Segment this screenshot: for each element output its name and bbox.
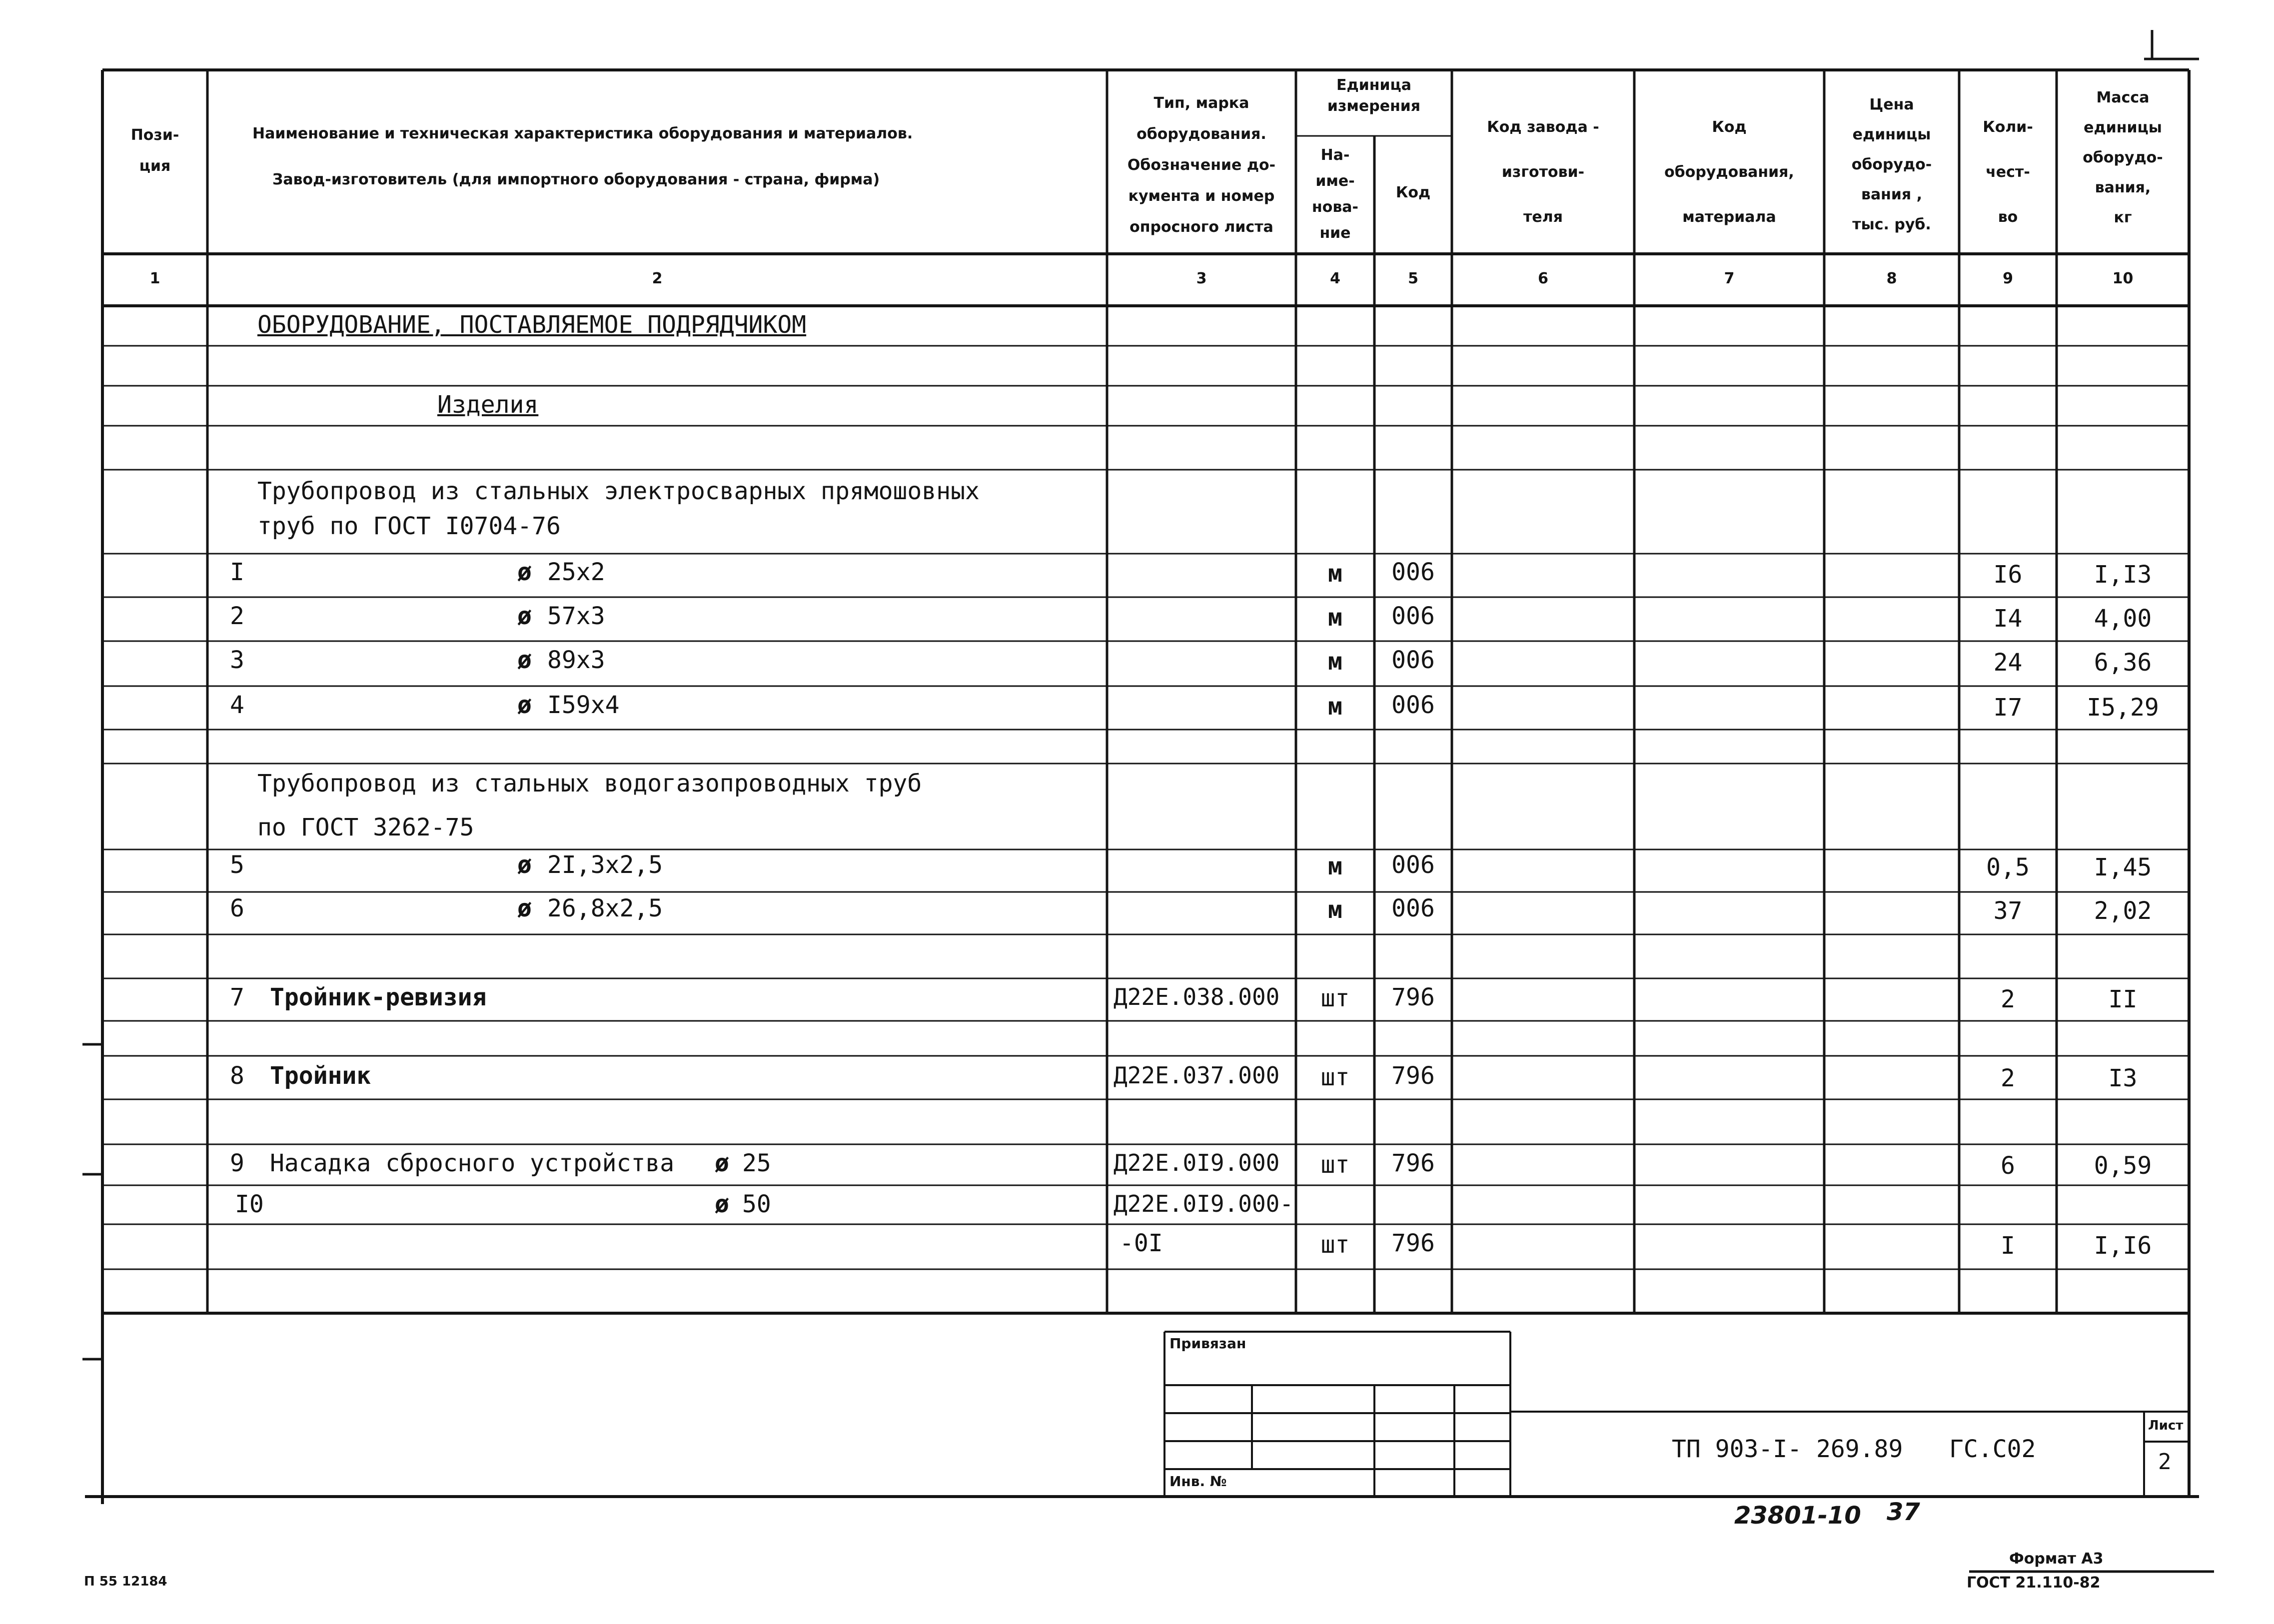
left-footer-code: П 55 12184 <box>84 1574 167 1589</box>
sheet-label: Лист <box>2148 1418 2184 1433</box>
header-equipment-code: Код оборудования, материала <box>1664 118 1794 226</box>
section-subtitle: Изделия <box>437 391 539 419</box>
handwritten-number: 23801-10 <box>1734 1502 1861 1530</box>
header-unit-name: На- име- нова- ние <box>1311 146 1359 242</box>
diameter-icon: ø <box>715 1149 729 1177</box>
col-number: 2 <box>652 270 663 287</box>
col-number: 5 <box>1408 270 1418 287</box>
document-code: ТП 903-I- 269.89 <box>1672 1435 1903 1463</box>
group-heading: по ГОСТ 3262-75 <box>257 813 474 841</box>
section-title: ОБОРУДОВАНИЕ, ПОСТАВЛЯЕМОЕ ПОДРЯДЧИКОМ <box>257 311 807 339</box>
header-price: Цена единицы оборудо- вания , тыс. руб. <box>1851 96 1932 233</box>
col-number: 3 <box>1196 270 1207 287</box>
group-heading: Трубопровод из стальных водогазопроводных труб <box>257 770 922 798</box>
header-position: Пози- ция <box>130 126 179 175</box>
header-quantity: Коли- чест- во <box>1983 118 2033 226</box>
header-factory-code: Код завода - изготови- теля <box>1487 118 1599 226</box>
format-label: Формат А3 <box>2009 1550 2104 1568</box>
diameter-icon: ø <box>715 1190 729 1218</box>
col-number: 7 <box>1724 270 1735 287</box>
header-unit-code: Код <box>1395 184 1431 201</box>
diameter-icon: ø <box>517 894 532 922</box>
sheet-number: 2 <box>2158 1449 2172 1475</box>
header-mass: Масса единицы оборудо- вания, кг <box>2083 89 2163 226</box>
diameter-icon: ø <box>517 851 532 879</box>
stamp-linked-label: Привязан <box>1169 1335 1246 1352</box>
diameter-icon: ø <box>517 691 532 719</box>
header-unit-group: Единица измерения <box>1327 76 1421 115</box>
col-number: 4 <box>1330 270 1340 287</box>
col-number: 10 <box>2112 270 2134 287</box>
col-number: 8 <box>1886 270 1897 287</box>
col-number: 6 <box>1538 270 1548 287</box>
col-number: 9 <box>2003 270 2013 287</box>
diameter-icon: ø <box>517 558 532 586</box>
header-name: Наименование и техническая характеристика оборудования и материалов. Завод-изготовитель (для импортного оборудования - страна, фирма) <box>252 125 913 188</box>
col-number: 1 <box>149 270 160 287</box>
stamp-inventory-label: Инв. № <box>1169 1473 1227 1490</box>
sheet-code: ГС.С02 <box>1949 1435 2036 1463</box>
group-heading: Трубопровод из стальных электросварных прямошовных <box>257 477 980 505</box>
group-heading: труб по ГОСТ I0704-76 <box>257 512 561 540</box>
header-type: Тип, марка оборудования. Обозначение до- кумента и номер опросного листа <box>1127 94 1276 236</box>
handwritten-sheet: 37 <box>1887 1498 1920 1526</box>
diameter-icon: ø <box>517 646 532 674</box>
gost-label: ГОСТ 21.110-82 <box>1967 1574 2101 1592</box>
diameter-icon: ø <box>517 602 532 630</box>
